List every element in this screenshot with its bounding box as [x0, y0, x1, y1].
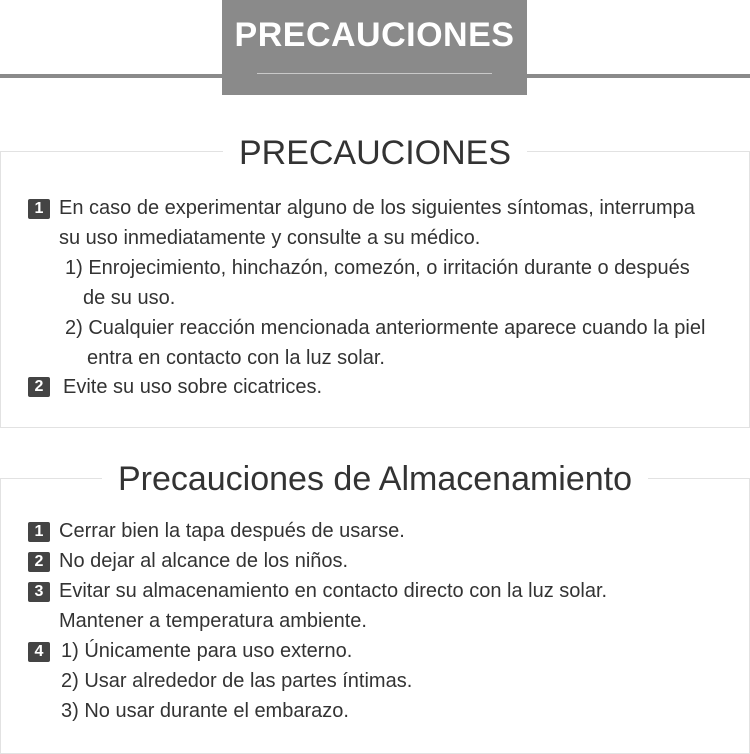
number-badge: 1 [28, 522, 50, 542]
section-title [1, 133, 749, 173]
list-item-text: su uso inmediatamente y consulte a su médico. [59, 227, 481, 249]
list-item-text: Cerrar bien la tapa después de usarse. [59, 520, 405, 542]
sub-item-text: 2) Cualquier reacción mencionada anteriormente aparece cuando la piel [65, 317, 706, 339]
number-badge: 2 [28, 552, 50, 572]
list-item-text: En caso de experimentar alguno de los siguientes síntomas, interrumpa [59, 197, 695, 219]
list-item-text: 1) Únicamente para uso externo. [61, 640, 353, 662]
storage-precautions-section [0, 460, 750, 754]
sub-item-text: entra en contacto con la luz solar. [87, 347, 385, 369]
list-item-text: Evitar su almacenamiento en contacto directo con la luz solar. [59, 580, 608, 602]
header-title: PRECAUCIONES [234, 16, 515, 54]
list-item-text: 3) No usar durante el embarazo. [61, 700, 349, 722]
sub-item-text: 1) Enrojecimiento, hinchazón, comezón, o irritación durante o después [65, 257, 690, 279]
section-title-text: Precauciones de Almacenamiento [102, 460, 648, 498]
section-title [1, 459, 749, 499]
list-item-text: No dejar al alcance de los niños. [59, 550, 349, 572]
list-item-text: Evite su uso sobre cicatrices. [63, 376, 322, 398]
header-underline [257, 73, 492, 74]
number-badge: 4 [28, 642, 50, 662]
list-item-text: Mantener a temperatura ambiente. [59, 610, 367, 632]
section-title-text: PRECAUCIONES [223, 134, 527, 172]
list-item-text: 2) Usar alrededor de las partes íntimas. [61, 670, 413, 692]
header-tab [222, 0, 527, 95]
precautions-section [0, 134, 750, 428]
sub-item-text: de su uso. [83, 287, 176, 309]
number-badge: 1 [28, 199, 50, 219]
number-badge: 3 [28, 582, 50, 602]
number-badge: 2 [28, 377, 50, 397]
